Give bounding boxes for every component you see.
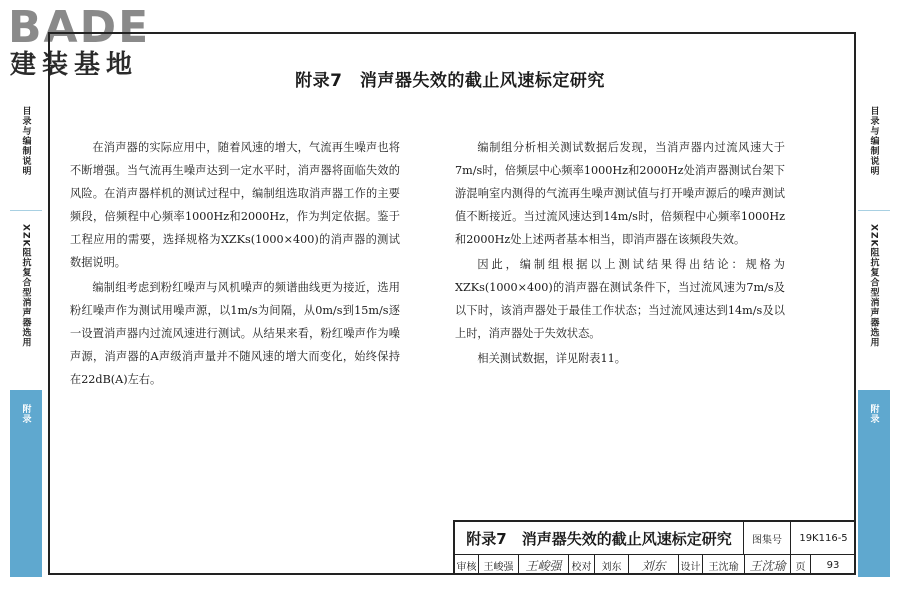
checker-name: 刘东 xyxy=(595,555,629,575)
paragraph: 在消声器的实际应用中，随着风速的增大，气流再生噪声也将不断增强。当气流再生噪声达到一定水平时，消声器将面临失效的风险。在消声器样机的测试过程中，编制组选取消声器工作的主要频段，倍频程中心频率1000Hz和2000Hz，作为判定依据。鉴于工程应用的需要，选择规格为XZKs(1000×400)的消声器的测试数据说明。 xyxy=(70,141,400,269)
paragraph: 编制组考虑到粉红噪声与风机噪声的频谱曲线更为接近，选用粉红噪声作为测试用噪声源，以1m/s为间隔，从0m/s到15m/s逐一设置消声器内过流风速进行测试。从结果来看，粉红噪声作为噪声源，消声器的A声级消声量并不随风速的增大而变化，始终保持在22dB(A)左右。 xyxy=(70,281,400,386)
right-text-column xyxy=(455,136,785,372)
atlas-number: 19K116-5 xyxy=(790,520,856,554)
tab-xzk-selection[interactable] xyxy=(10,210,42,390)
designer-name: 王沈瑜 xyxy=(703,555,745,575)
paragraph: 因此，编制组根据以上测试结果得出结论：规格为XZKs(1000×400)的消声器在测试条件下，当过流风速为7m/s及以下时，该消声器处于最佳工作状态；当过流风速达到14m/s及以上时，消声器处于失效状态。 xyxy=(455,258,785,340)
page-number: 93 xyxy=(811,555,856,575)
tab-appendix-right[interactable] xyxy=(858,390,890,577)
tab-appendix-label: 附录 xyxy=(20,404,31,424)
design-label: 设计 xyxy=(679,555,703,575)
designer-signature: 王沈瑜 xyxy=(745,555,791,575)
tab-xzk-selection-label: XZK阻抗复合型消声器选用 xyxy=(20,224,31,348)
tab-contents-right-label: 目录与编制说明 xyxy=(868,106,879,176)
signature-row xyxy=(453,554,856,575)
tab-xzk-selection-right[interactable] xyxy=(858,210,890,390)
page-label: 页 xyxy=(791,555,811,575)
reviewer-name: 王峻强 xyxy=(479,555,519,575)
logo-sub-text: 建装基地 xyxy=(10,50,139,80)
tab-contents-label: 目录与编制说明 xyxy=(20,106,31,176)
right-side-tabs xyxy=(858,32,890,577)
left-side-tabs xyxy=(10,32,42,577)
tab-contents[interactable] xyxy=(10,92,42,210)
tab-appendix-right-label: 附录 xyxy=(868,404,879,424)
left-text-column xyxy=(70,136,400,393)
paragraph: 编制组分析相关测试数据后发现，当消声器内过流风速大于7m/s时，倍频层中心频率1000Hz和2000Hz处消声器测试台架下游混响室内测得的气流再生噪声测试值与打开噪声源后的噪声测试值不断接近。当过流风速达到14m/s时，倍频程中心频率1000Hz和2000Hz处上述两者基本相当，即消声器在该频段失效。 xyxy=(455,141,785,246)
title-block-title: 附录7 消声器失效的截止风速标定研究 xyxy=(453,520,743,554)
review-label: 审核 xyxy=(455,555,479,575)
tab-xzk-selection-right-label: XZK阻抗复合型消声器选用 xyxy=(868,224,879,348)
reviewer-signature: 王峻强 xyxy=(519,555,569,575)
logo-main-text: BADE xyxy=(8,2,151,53)
checker-signature: 刘东 xyxy=(629,555,679,575)
tab-appendix[interactable] xyxy=(10,390,42,577)
paragraph: 相关测试数据，详见附表11。 xyxy=(477,352,626,365)
check-label: 校对 xyxy=(569,555,595,575)
tab-contents-right[interactable] xyxy=(858,92,890,210)
page-title: 附录7 消声器失效的截止风速标定研究 xyxy=(295,71,605,91)
title-block xyxy=(453,520,856,575)
atlas-number-label: 图集号 xyxy=(743,520,790,554)
